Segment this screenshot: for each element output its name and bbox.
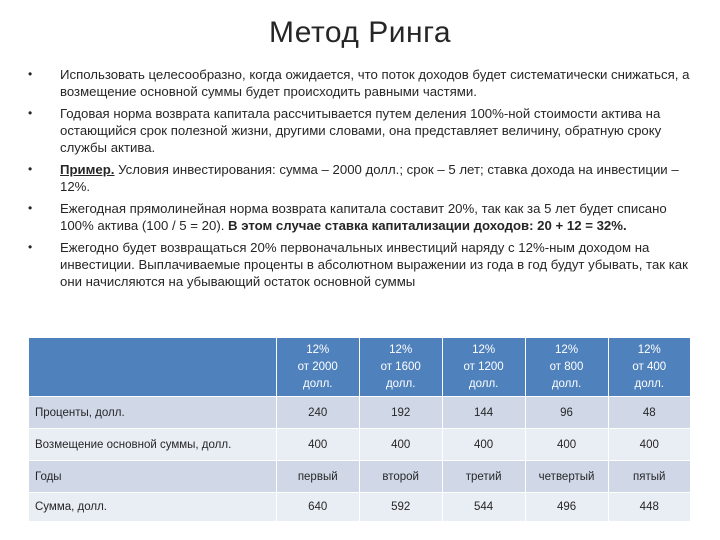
repayment-table — [28, 338, 690, 521]
capitalization-rate-text: В этом случае ставка капитализации доходов: 20 + 12 = 32%. — [228, 218, 627, 233]
table-cell: 640 — [276, 493, 359, 522]
row-label: Годы — [29, 461, 277, 493]
table-header-row — [29, 338, 691, 397]
row-label: Возмещение основной суммы, долл. — [29, 429, 277, 461]
table-cell: 400 — [442, 429, 525, 461]
table-cell: 240 — [276, 397, 359, 429]
table-header-cell: 12% от 800 долл. — [525, 338, 608, 397]
bullet-text: Ежегодно будет возвращаться 20% первоначальных инвестиций наряду с 12%-ным доходом на инвестиции. Выплачиваемые проценты в абсолютном выражении из года в год будут убывать, так как они начисляются на убывающий остаток основной суммы — [60, 240, 688, 289]
bullet-marker: • — [28, 162, 33, 176]
table-cell: 400 — [608, 429, 690, 461]
bullet-marker: • — [28, 67, 33, 81]
bullet-item — [28, 200, 693, 234]
table-cell: второй — [359, 461, 442, 493]
bullet-marker: • — [28, 201, 33, 215]
table-header-cell: 12% от 1600 долл. — [359, 338, 442, 397]
table-cell: пятый — [608, 461, 690, 493]
table-cell: 400 — [276, 429, 359, 461]
bullet-item — [28, 105, 693, 156]
table-header-cell: 12% от 400 долл. — [608, 338, 690, 397]
table-cell: четвертый — [525, 461, 608, 493]
table-cell: 96 — [525, 397, 608, 429]
table-header-cell: 12% от 2000 долл. — [276, 338, 359, 397]
page-title: Метод Ринга — [268, 16, 452, 49]
bullet-item — [28, 66, 693, 100]
table-cell: 144 — [442, 397, 525, 429]
table-cell: 192 — [359, 397, 442, 429]
table-row — [29, 397, 691, 429]
table-header-cell: 12% от 1200 долл. — [442, 338, 525, 397]
bullet-text: Условия инвестирования: сумма – 2000 долл.; срок – 5 лет; ставка дохода на инвестиции – 12%. — [60, 162, 679, 194]
row-label: Проценты, долл. — [29, 397, 277, 429]
table-cell: 400 — [525, 429, 608, 461]
table-cell: 48 — [608, 397, 690, 429]
example-label: Пример. — [60, 162, 115, 177]
table-cell: третий — [442, 461, 525, 493]
bullet-text: Ежегодная прямолинейная норма возврата капитала составит 20%, так как за 5 лет будет списано 100% актива (100 / 5 = 20). — [60, 201, 667, 233]
table-row — [29, 429, 691, 461]
table-cell: 400 — [359, 429, 442, 461]
bullet-marker: • — [28, 240, 33, 254]
bullet-item — [28, 161, 693, 195]
bullet-text: Использовать целесообразно, когда ожидается, что поток доходов будет систематически снижаться, а возмещение основной суммы будет происходить равными частями. — [60, 67, 690, 99]
table-cell: 544 — [442, 493, 525, 522]
bullet-item — [28, 239, 693, 290]
bullet-marker: • — [28, 106, 33, 120]
table-cell: 496 — [525, 493, 608, 522]
table-row — [29, 461, 691, 493]
table-cell: первый — [276, 461, 359, 493]
table-row — [29, 493, 691, 522]
row-label: Сумма, долл. — [29, 493, 277, 522]
bullet-text: Годовая норма возврата капитала рассчитывается путем деления 100%-ной стоимости актива на остающийся срок полезной жизни, другими словами, она представляет величину, обратную сроку службы актива. — [60, 106, 662, 155]
table-cell: 448 — [608, 493, 690, 522]
bullet-list — [28, 66, 693, 295]
table-cell: 592 — [359, 493, 442, 522]
table-header-empty — [29, 338, 277, 397]
